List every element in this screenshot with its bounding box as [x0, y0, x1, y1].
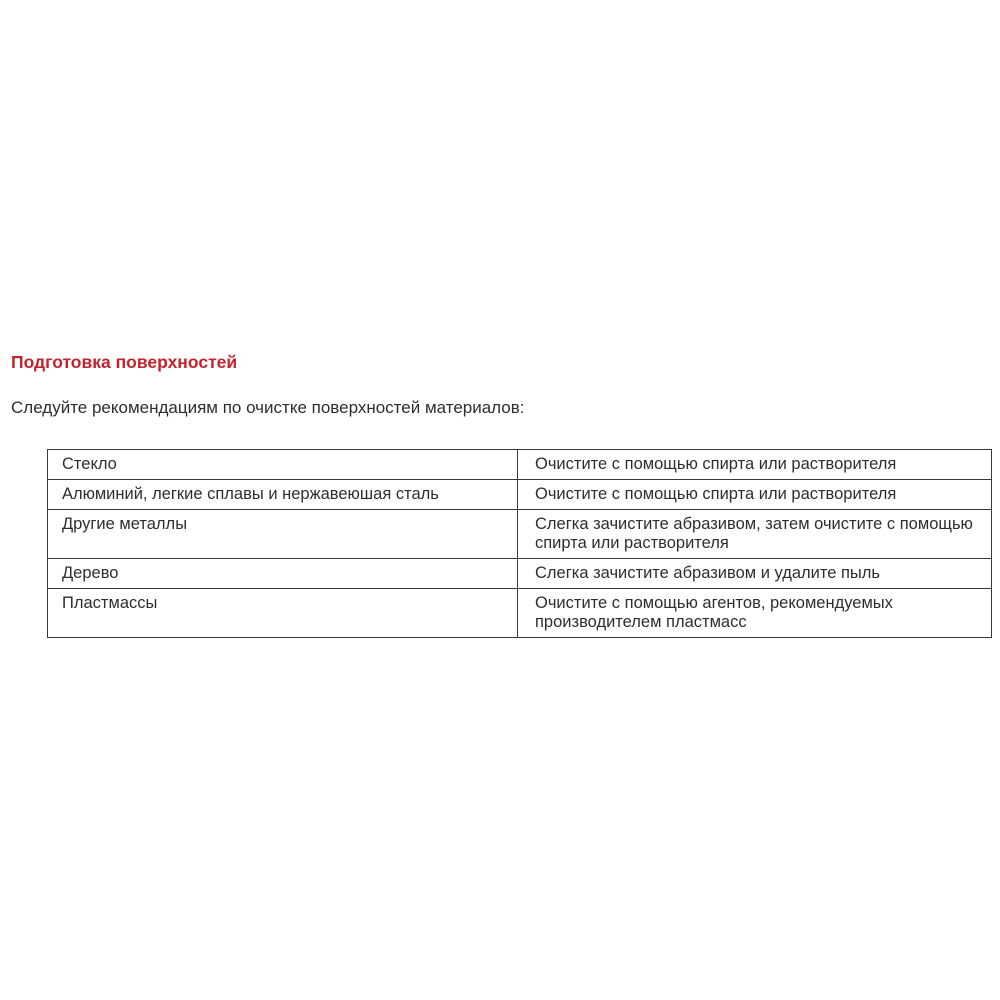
material-cell: Пластмассы: [48, 589, 518, 638]
surface-preparation-table: [47, 449, 992, 638]
instruction-cell: Очистите с помощью агентов, рекомендуемых производителем пластмасс: [518, 589, 992, 638]
intro-text: Следуйте рекомендациям по очистке поверхностей материалов:: [11, 398, 525, 417]
table-row: [48, 450, 992, 480]
section-heading: Подготовка поверхностей: [11, 352, 238, 372]
material-cell: Другие металлы: [48, 510, 518, 559]
instruction-cell: Очистите с помощью спирта или растворителя: [518, 450, 992, 480]
instruction-cell: Слегка зачистите абразивом и удалите пыль: [518, 559, 992, 589]
table-row: [48, 510, 992, 559]
material-cell: Дерево: [48, 559, 518, 589]
material-cell: Алюминий, легкие сплавы и нержавеюшая сталь: [48, 480, 518, 510]
table-row: [48, 480, 992, 510]
table-row: [48, 589, 992, 638]
table-row: [48, 559, 992, 589]
instruction-cell: Очистите с помощью спирта или растворителя: [518, 480, 992, 510]
instruction-cell: Слегка зачистите абразивом, затем очистите с помощью спирта или растворителя: [518, 510, 992, 559]
material-cell: Стекло: [48, 450, 518, 480]
